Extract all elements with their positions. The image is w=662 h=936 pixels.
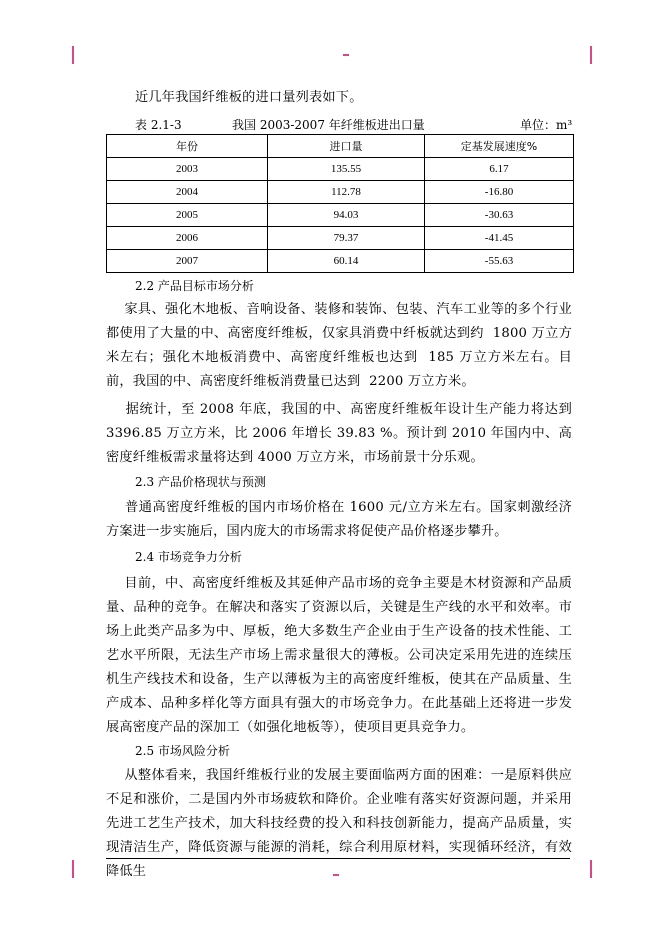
page-corner-mark-bottom-left [72,860,74,878]
table-row [107,204,574,227]
header-dash-mark [343,54,349,56]
cell-growth: -55.63 [425,250,574,273]
page-corner-mark-bottom-right [590,860,592,878]
cell-import: 94.03 [268,204,425,227]
cell-import: 79.37 [268,227,425,250]
table-row [107,181,574,204]
page-corner-mark-top-right [590,46,592,64]
section-heading-2-2: 2.2 产品目标市场分析 [135,279,254,293]
cell-import: 135.55 [268,158,425,181]
cell-year: 2005 [107,204,268,227]
cell-year: 2006 [107,227,268,250]
table-header-row [107,135,574,158]
cell-growth: -30.63 [425,204,574,227]
col-header-year: 年份 [107,135,268,158]
section-heading-2-5: 2.5 市场风险分析 [135,744,230,758]
cell-year: 2003 [107,158,268,181]
paragraph-2-4-1: 目前，中、高密度纤维板及其延伸产品市场的竞争主要是木材资源和产品质量、品种的竞争。在解决和落实了资源以后，关键是生产线的水平和效率。市场上此类产品多为中、厚板，绝大多数生产企业由于生产设备的技术性能、工艺水平所限，无法生产市场上需求量很大的薄板。公司决定采用先进的连续压机生产线技术和设备，生产以薄板为主的高密度纤维板，使其在产品质量、生产成本、品种多样化等方面具有强大的市场竞争力。在此基础上还将进一步发展高密度产品的深加工（如强化地板等），使项目更具竞争力。 [106,576,572,735]
paragraph-2-5-1: 从整体看来，我国纤维板行业的发展主要面临两方面的困难：一是原料供应不足和涨价，二是国内外市场疲软和降价。企业唯有落实好资源问题，并采用先进工艺生产技术，加大科技经费的投入和科技创新能力，提高产品质量，实现清洁生产，降低资源与能源的消耗，综合利用原材料，实现循环经济，有效降低生 [106,768,572,879]
cell-year: 2004 [107,181,268,204]
table-row [107,158,574,181]
cell-growth: 6.17 [425,158,574,181]
intro-text: 近几年我国纤维板的进口量列表如下。 [135,90,363,105]
page-corner-mark-top-left [72,46,74,64]
col-header-growth: 定基发展速度% [425,135,574,158]
section-heading-2-4: 2.4 市场竞争力分析 [135,550,242,564]
col-header-import: 进口量 [268,135,425,158]
section-heading-2-3: 2.3 产品价格现状与预测 [135,475,266,489]
cell-import: 60.14 [268,250,425,273]
cell-growth: -41.45 [425,227,574,250]
cell-growth: -16.80 [425,181,574,204]
table-caption-label: 表 2.1-3 [135,118,182,132]
paragraph-2-2-2: 据统计，至 2008 年底，我国的中、高密度纤维板年设计生产能力将达到 3396.85 万立方米，比 2006 年增长 39.83 %。预计到 2010 年国内中、高密度纤维板需求量将达到 4000 万立方米，市场前景十分乐观。 [106,402,577,465]
paragraph-2-3-1: 普通高密度纤维板的国内市场价格在 1600 元/立方米左右。国家刺激经济方案进一步实施后，国内庞大的市场需求将促使产品价格逐步攀升。 [106,500,572,539]
cell-year: 2007 [107,250,268,273]
table-caption-title: 我国 2003-2007 年纤维板进出口量 [232,118,425,132]
import-volume-table [106,134,574,273]
cell-import: 112.78 [268,181,425,204]
paragraph-2-2-1: 家具、强化木地板、音响设备、装修和装饰、包装、汽车工业等的多个行业都使用了大量的中、高密度纤维板，仅家具消费中纤板就达到约 1800 万立方米左右；强化木地板消费中、高密度纤维板也达到 185 万立方米左右。目前，我国的中、高密度纤维板消费量已达到 2200 万立方米。 [106,302,572,389]
table-row [107,250,574,273]
table-row [107,227,574,250]
table-unit: 单位：m³ [520,118,573,132]
